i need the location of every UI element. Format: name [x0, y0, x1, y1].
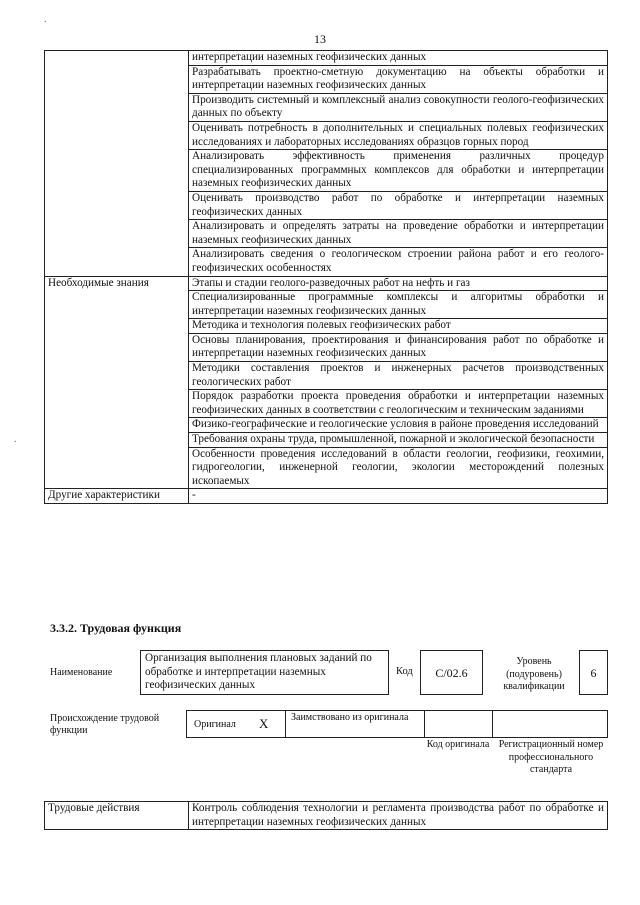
- requirement-label: [45, 433, 189, 448]
- requirement-label: [45, 65, 189, 93]
- origin-box: [186, 710, 608, 738]
- requirement-row: [45, 489, 608, 504]
- requirement-text: Производить системный и комплексный анализ совокупности геолого-геофизических данных по объекту: [189, 93, 608, 121]
- requirement-label: [45, 319, 189, 334]
- origin-label: Происхождение трудовой функции: [50, 713, 160, 736]
- code-box: [420, 650, 483, 695]
- requirement-label: [45, 191, 189, 219]
- requirement-row: [45, 362, 608, 390]
- requirement-label: [45, 93, 189, 121]
- function-name: Организация выполнения плановых заданий по обработке и интерпретации наземных геофизических данных: [145, 652, 372, 691]
- borrowed-label: Заимствовано из оригинала: [291, 712, 409, 723]
- requirement-row: [45, 65, 608, 93]
- requirement-row: [45, 93, 608, 121]
- requirement-text: Методика и технология полевых геофизических работ: [189, 319, 608, 334]
- requirement-label: [45, 248, 189, 276]
- requirement-row: [45, 433, 608, 448]
- level-value: 6: [590, 666, 597, 680]
- scan-mark: .: [44, 14, 47, 25]
- requirement-row: [45, 447, 608, 489]
- requirement-text: Методики составления проектов и инженерных расчетов производственных геологических работ: [189, 362, 608, 390]
- requirement-row: [45, 319, 608, 334]
- original-label: Оригинал: [194, 719, 236, 730]
- origin-code-caption: Код оригинала: [426, 739, 490, 750]
- requirement-label: [45, 362, 189, 390]
- requirement-label: [45, 220, 189, 248]
- requirement-text: Порядок разработки проекта проведения обработки и интерпретации наземных геофизических данных в соответствии с геологическим и техническим заданиями: [189, 390, 608, 418]
- requirement-text: Физико-географические и геологические условия в районе проведения исследований: [189, 418, 608, 433]
- requirement-row: [45, 333, 608, 361]
- requirement-row: [45, 390, 608, 418]
- origin-divider: [285, 711, 286, 737]
- requirements-table: [44, 50, 608, 504]
- requirement-label: Другие характеристики: [45, 489, 189, 504]
- requirement-text: Оценивать производство работ по обработке и интерпретации наземных геофизических данных: [189, 191, 608, 219]
- actions-table: [44, 801, 608, 830]
- scan-mark: .: [14, 434, 17, 445]
- actions-row: [45, 802, 608, 830]
- page-number: 13: [314, 32, 326, 46]
- requirement-text: Анализировать и определять затраты на проведение обработки и интерпретации наземных геофизических данных: [189, 220, 608, 248]
- original-mark: X: [259, 716, 269, 731]
- requirement-text: Анализировать сведения о геологическом строении района работ и его геолого-геофизических особенностях: [189, 248, 608, 276]
- requirement-label: [45, 150, 189, 192]
- requirement-label: [45, 418, 189, 433]
- name-label: Наименование: [50, 667, 113, 678]
- code-value: C/02.6: [435, 666, 468, 680]
- requirement-row: [45, 51, 608, 66]
- level-label: Уровень (подуровень) квалификации: [503, 656, 565, 692]
- requirement-label: [45, 333, 189, 361]
- requirement-row: [45, 276, 608, 291]
- requirement-text: Разрабатывать проектно-сметную документацию на объекты обработки и интерпретации наземных геофизических данных: [189, 65, 608, 93]
- requirement-row: [45, 418, 608, 433]
- requirement-text: Этапы и стадии геолого-разведочных работ на нефть и газ: [189, 276, 608, 291]
- requirement-label: [45, 447, 189, 489]
- requirement-text: Требования охраны труда, промышленной, пожарной и экологической безопасности: [189, 433, 608, 448]
- origin-divider: [424, 711, 425, 737]
- requirement-label: Необходимые знания: [45, 276, 189, 291]
- requirement-text: интерпретации наземных геофизических данных: [189, 51, 608, 66]
- requirement-text: Специализированные программные комплексы и алгоритмы обработки и интерпретации наземных геофизических данных: [189, 291, 608, 319]
- requirement-label: [45, 51, 189, 66]
- requirement-label: [45, 121, 189, 149]
- section-title: 3.3.2. Трудовая функция: [50, 621, 182, 635]
- requirement-text: Основы планирования, проектирования и финансирования работ по обработке и интерпретации наземных геофизических данных: [189, 333, 608, 361]
- requirement-row: [45, 121, 608, 149]
- actions-label: Трудовые действия: [45, 802, 189, 830]
- function-name-box: [140, 650, 389, 695]
- requirement-text: Особенности проведения исследований в области геологии, геофизики, геохимии, гидрогеологии, инженерной геологии, экологии месторождений полезных ископаемых: [189, 447, 608, 489]
- requirement-label: [45, 390, 189, 418]
- requirement-row: [45, 248, 608, 276]
- code-label: Код: [396, 666, 413, 677]
- requirement-row: [45, 150, 608, 192]
- requirement-text: -: [189, 489, 608, 504]
- origin-divider: [492, 711, 493, 737]
- requirement-text: Анализировать эффективность применения различных процедур специализированных программных комплексов для обработки и интерпретации наземных геофизических данных: [189, 150, 608, 192]
- requirement-row: [45, 291, 608, 319]
- reg-number-caption: Регистрационный номер профессионального стандарта: [498, 739, 604, 775]
- requirement-text: Оценивать потребность в дополнительных и специальных полевых геофизических исследованиях и лабораторных исследованиях образцов горных пород: [189, 121, 608, 149]
- requirement-row: [45, 191, 608, 219]
- requirement-row: [45, 220, 608, 248]
- requirement-label: [45, 291, 189, 319]
- actions-value: Контроль соблюдения технологии и регламента производства работ по обработке и интерпретации наземных геофизических данных: [189, 802, 608, 830]
- level-box: [579, 650, 608, 695]
